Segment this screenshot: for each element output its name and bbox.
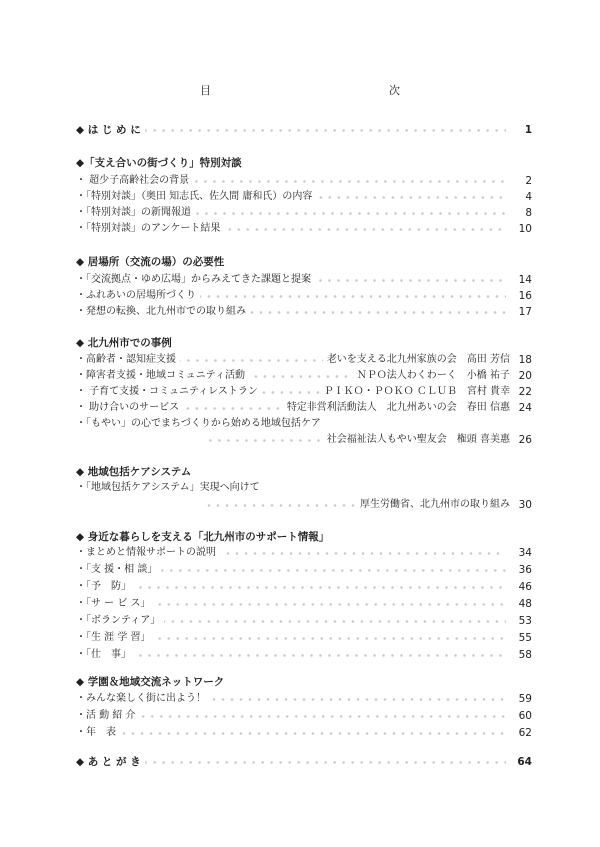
leader-dots bbox=[220, 552, 506, 555]
section-heading: ◆ 居場所（交流の場）の必要性 bbox=[76, 256, 225, 268]
toc-label: ・ 超少子高齢社会の背景 bbox=[76, 175, 190, 186]
leader-dots bbox=[262, 391, 320, 394]
toc-page-number: 20 bbox=[518, 370, 532, 382]
toc-page-number: 59 bbox=[518, 693, 532, 705]
leader-dots bbox=[206, 439, 323, 442]
toc-label: ・「特別対談」のアンケート結果 bbox=[76, 223, 221, 234]
leader-dots bbox=[206, 504, 356, 507]
toc-label: ・ 子育て支援・コミュニティレストラン bbox=[76, 386, 258, 397]
toc-page-number: 60 bbox=[518, 710, 532, 722]
toc-author: 老いを支える北九州家族の会 高田 芳信 bbox=[326, 354, 510, 365]
toc-entry-hajimeni[interactable] bbox=[76, 123, 532, 137]
toc-label: ・「交流拠点・ゆめ広場」からみえてきた課題と提案 bbox=[76, 274, 311, 285]
toc-page-number: 26 bbox=[518, 434, 532, 446]
toc-entry[interactable] bbox=[76, 614, 532, 628]
toc-label: ◆ は じ め に bbox=[76, 124, 141, 136]
leader-dots bbox=[249, 375, 353, 378]
leader-dots bbox=[224, 228, 506, 231]
toc-page-number: 48 bbox=[518, 598, 532, 610]
toc-page-number: 55 bbox=[518, 632, 532, 644]
toc-label: ・「特別対談」の新聞報道 bbox=[76, 207, 191, 218]
toc-label: ・発想の転換、北九州市での取り組み bbox=[76, 306, 246, 317]
toc-label[interactable]: ・「もやい」の心でまちづくりから始める地域包括ケア bbox=[76, 418, 321, 429]
leader-dots bbox=[155, 637, 506, 640]
leader-dots bbox=[161, 569, 506, 572]
toc-entry[interactable] bbox=[76, 289, 532, 303]
section-heading: ◆ 身近な暮らしを支える「北九州市のサポート情報」 bbox=[76, 531, 330, 543]
toc-label[interactable]: ・「地域包括ケアシステム」実現へ向けて bbox=[76, 482, 260, 493]
toc-entry[interactable] bbox=[76, 353, 532, 367]
section-heading: ◆ 学園＆地域交流ネットワーク bbox=[76, 676, 225, 688]
toc-label: ・年 表 bbox=[76, 727, 116, 738]
leader-dots bbox=[155, 603, 506, 606]
toc-page-number: 34 bbox=[518, 547, 532, 559]
toc-label: ◆ あ と が き bbox=[76, 756, 141, 768]
toc-label: ・高齢者・認知症支援 bbox=[76, 354, 176, 365]
leader-dots bbox=[210, 698, 506, 701]
leader-dots bbox=[135, 586, 506, 589]
toc-entry[interactable] bbox=[76, 648, 532, 662]
leader-dots bbox=[183, 407, 283, 410]
toc-entry[interactable] bbox=[76, 273, 532, 287]
leader-dots bbox=[195, 212, 506, 215]
toc-label: ・「ボランティア」 bbox=[76, 615, 161, 626]
toc-page-number: 16 bbox=[518, 290, 532, 302]
toc-author: 厚生労働省、北九州市の取り組み bbox=[360, 499, 510, 510]
section-heading: ◆ 地域包括ケアシステム bbox=[76, 466, 192, 478]
toc-label: ・「サ ー ビ ス」 bbox=[76, 598, 151, 609]
toc-label: ・「仕 事」 bbox=[76, 649, 131, 660]
toc-entry[interactable] bbox=[76, 692, 532, 706]
toc-page-number: 36 bbox=[518, 564, 532, 576]
toc-page-number: 22 bbox=[518, 386, 532, 398]
toc-page-number: 58 bbox=[518, 649, 532, 661]
toc-entry[interactable] bbox=[76, 631, 532, 645]
toc-entry[interactable] bbox=[76, 305, 532, 319]
toc-entry[interactable] bbox=[76, 433, 532, 447]
toc-entry[interactable] bbox=[76, 563, 532, 577]
toc-page-number: 62 bbox=[518, 727, 532, 739]
leader-dots bbox=[135, 654, 506, 657]
toc-entry[interactable] bbox=[76, 206, 532, 220]
toc-entry-atogaki[interactable] bbox=[76, 755, 532, 769]
toc-author: ＮＰＯ法人わくわーく 小橋 祐子 bbox=[356, 370, 510, 381]
toc-page-number: 10 bbox=[518, 223, 532, 235]
toc-entry[interactable] bbox=[76, 709, 532, 723]
toc-label: ・ 助け合いのサービス bbox=[76, 402, 180, 413]
section-heading: ◆ 北九州市での事例 bbox=[76, 337, 172, 349]
toc-page-number: 4 bbox=[525, 191, 532, 203]
toc-entry[interactable] bbox=[76, 401, 532, 415]
leader-dots bbox=[315, 279, 506, 282]
leader-dots bbox=[200, 295, 506, 298]
leader-dots bbox=[250, 311, 506, 314]
leader-dots bbox=[316, 196, 506, 199]
toc-entry[interactable] bbox=[76, 190, 532, 204]
toc-label: ・障害者支援・地域コミュニティ活動 bbox=[76, 370, 245, 381]
leader-dots bbox=[120, 732, 506, 735]
toc-label: ・「生 涯 学 習」 bbox=[76, 632, 151, 643]
toc-entry[interactable] bbox=[76, 580, 532, 594]
toc-page-number: 64 bbox=[517, 756, 532, 768]
toc-entry[interactable] bbox=[76, 597, 532, 611]
toc-entry[interactable] bbox=[76, 369, 532, 383]
toc-label: ・まとめと情報サポートの説明 bbox=[76, 547, 216, 558]
toc-label: ・「予 防」 bbox=[76, 581, 131, 592]
toc-page-number: 14 bbox=[518, 274, 532, 286]
toc-author: 特定非営利活動法人 北九州あいの会 春田 信惠 bbox=[286, 402, 510, 413]
leader-dots bbox=[140, 715, 506, 718]
toc-page-number: 46 bbox=[518, 581, 532, 593]
toc-page-number: 2 bbox=[525, 175, 532, 187]
toc-page-number: 53 bbox=[518, 615, 532, 627]
leader-dots bbox=[180, 359, 323, 362]
toc-author: ＰＩＫＯ・ＰＯＫＯ ＣＬＵＢ 宮村 貴幸 bbox=[323, 386, 510, 397]
leader-dots bbox=[145, 129, 506, 132]
toc-label: ・みんな楽しく街に出よう！ bbox=[76, 693, 206, 704]
toc-label: ・「支 援・相 談」 bbox=[76, 564, 158, 575]
section-heading: ◆「支え合いの街づくり」特別対談 bbox=[76, 157, 242, 169]
toc-label: ・活 動 紹 介 bbox=[76, 710, 136, 721]
toc-entry[interactable] bbox=[76, 726, 532, 740]
toc-entry[interactable] bbox=[76, 174, 532, 188]
toc-page-number: 1 bbox=[524, 124, 532, 136]
leader-dots bbox=[145, 761, 506, 764]
toc-entry[interactable] bbox=[76, 498, 532, 512]
toc-entry[interactable] bbox=[76, 546, 532, 560]
page-title: 目 次 bbox=[200, 84, 452, 97]
toc-page-number: 18 bbox=[518, 354, 532, 366]
toc-author: 社会福祉法人もやい聖友会 権頭 喜美惠 bbox=[326, 434, 510, 445]
toc-label: ・ふれあいの居場所づくり bbox=[76, 290, 196, 301]
toc-entry[interactable] bbox=[76, 222, 532, 236]
leader-dots bbox=[193, 180, 506, 183]
toc-page-number: 30 bbox=[518, 499, 532, 511]
toc-label: ・「特別対談」（奥田 知志氏、佐久間 庸和氏）の内容 bbox=[76, 191, 313, 202]
leader-dots bbox=[164, 620, 506, 623]
toc-entry[interactable] bbox=[76, 385, 532, 399]
toc-page-number: 17 bbox=[518, 306, 532, 318]
toc-page-number: 8 bbox=[525, 207, 532, 219]
toc-page-number: 24 bbox=[518, 402, 532, 414]
